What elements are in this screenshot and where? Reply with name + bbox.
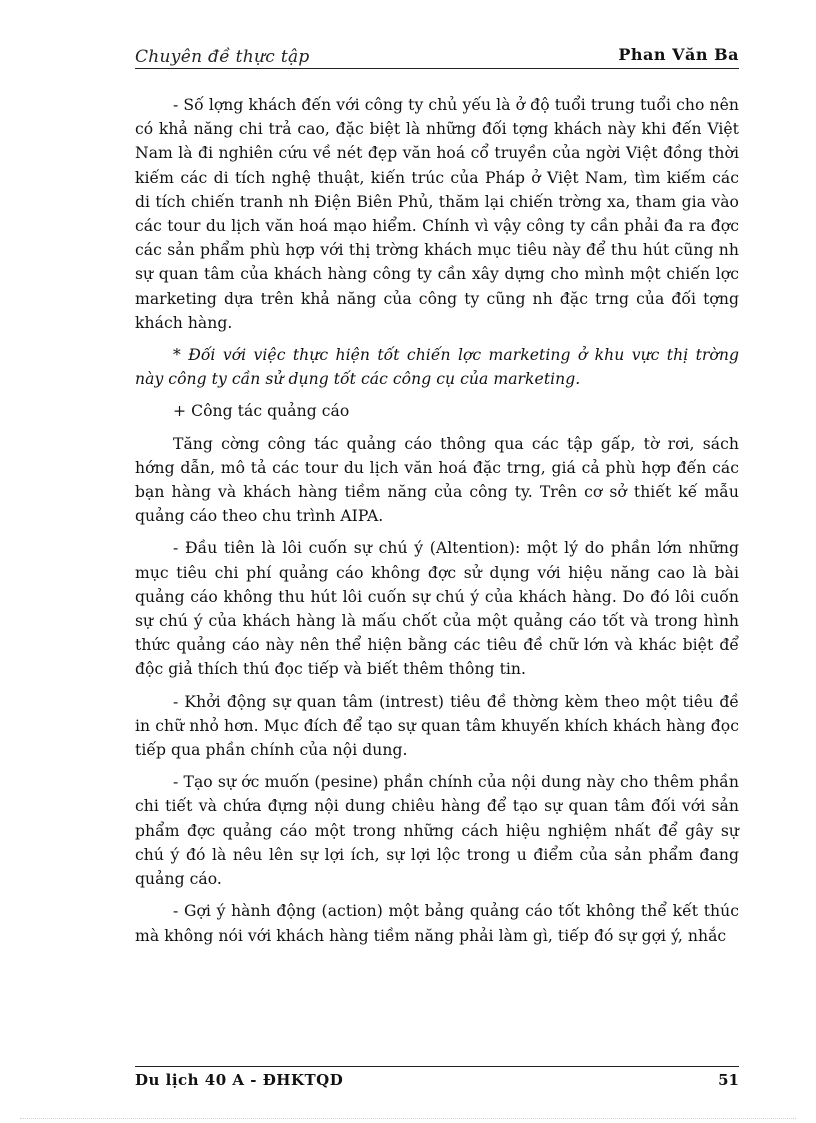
paragraph: - Đầu tiên là lôi cuốn sự chú ý (Altention): một lý do phần lớn những mục tiêu chi phí quảng cáo không đợc sử dụng với hiệu năng cao là bài quảng cáo không thu hút lôi cuốn sự chú ý của khách hàng. Do đó lôi cuốn sự chú ý của khách hàng là mấu chốt của một quảng cáo tốt và trong hình thức quảng cáo này nên thể hiện bằng các tiêu đề chữ lớn và khác biệt để độc giả thích thú đọc tiếp và biết thêm thông tin. [135,539,739,679]
page-header [135,38,739,69]
paragraph: - Khởi động sự quan tâm (intrest) tiêu đề thờng kèm theo một tiêu đề in chữ nhỏ hơn. Mục đích để tạo sự quan tâm khuyến khích khách hàng đọc tiếp qua phần chính của nội dung. [135,692,739,760]
paragraph: - Gợi ý hành động (action) một bảng quảng cáo tốt không thể kết thúc mà không nói với khách hàng tiềm năng phải làm gì, tiếp đó sự gợi ý, nhắc [135,902,739,945]
header-author: Phan Văn Ba [618,45,739,64]
header-title: Chuyên đề thực tập [135,47,310,67]
paragraph-italic-note: * Đối với việc thực hiện tốt chiến lợc marketing ở khu vực thị trờng này công ty cần sử dụng tốt các công cụ của marketing. [135,346,739,389]
page-footer [135,1066,739,1091]
footer-course: Du lịch 40 A - ĐHKTQD [135,1071,344,1089]
page-number: 51 [718,1071,739,1089]
page-body [135,93,739,956]
paragraph: Tăng cờng công tác quảng cáo thông qua các tập gấp, tờ rơi, sách hớng dẫn, mô tả các tour du lịch văn hoá đặc trng, giá cả phù hợp đến các bạn hàng và khách hàng tiềm năng của công ty. Trên cơ sở thiết kế mẫu quảng cáo theo chu trình AIPA. [135,434,739,526]
paragraph: - Tạo sự ớc muốn (pesine) phần chính của nội dung này cho thêm phần chi tiết và chứa đựng nội dung chiêu hàng để tạo sự quan tâm đối với sản phẩm đợc quảng cáo một trong những cách hiệu nghiệm nhất để gây sự chú ý đó là nêu lên sự lợi ích, sự lợi lộc trong u điểm của sản phẩm đang quảng cáo. [135,773,739,889]
section-heading: + Công tác quảng cáo [173,402,350,421]
page-edge-divider [20,1118,796,1119]
paragraph: - Số lợng khách đến với công ty chủ yếu là ở độ tuổi trung tuổi cho nên có khả năng chi trả cao, đặc biệt là những đối tợng khách này khi đến Việt Nam là đi nghiên cứu về nét đẹp văn hoá cổ truyền của ngời Việt đồng thời kiếm các di tích nghệ thuật, kiến trúc của Pháp ở Việt Nam, tìm kiếm các di tích chiến tranh nh Điện Biên Phủ, thăm lại chiến trờng xa, tham gia vào các tour du lịch văn hoá mạo hiểm. Chính vì vậy công ty cần phải đa ra đợc các sản phẩm phù hợp với thị trờng khách mục tiêu này để thu hút cũng nh sự quan tâm của khách hàng công ty cần xây dựng cho mình một chiến lợc marketing dựa trên khả năng của công ty cũng nh đặc trng của đối tợng khách hàng. [135,96,739,332]
